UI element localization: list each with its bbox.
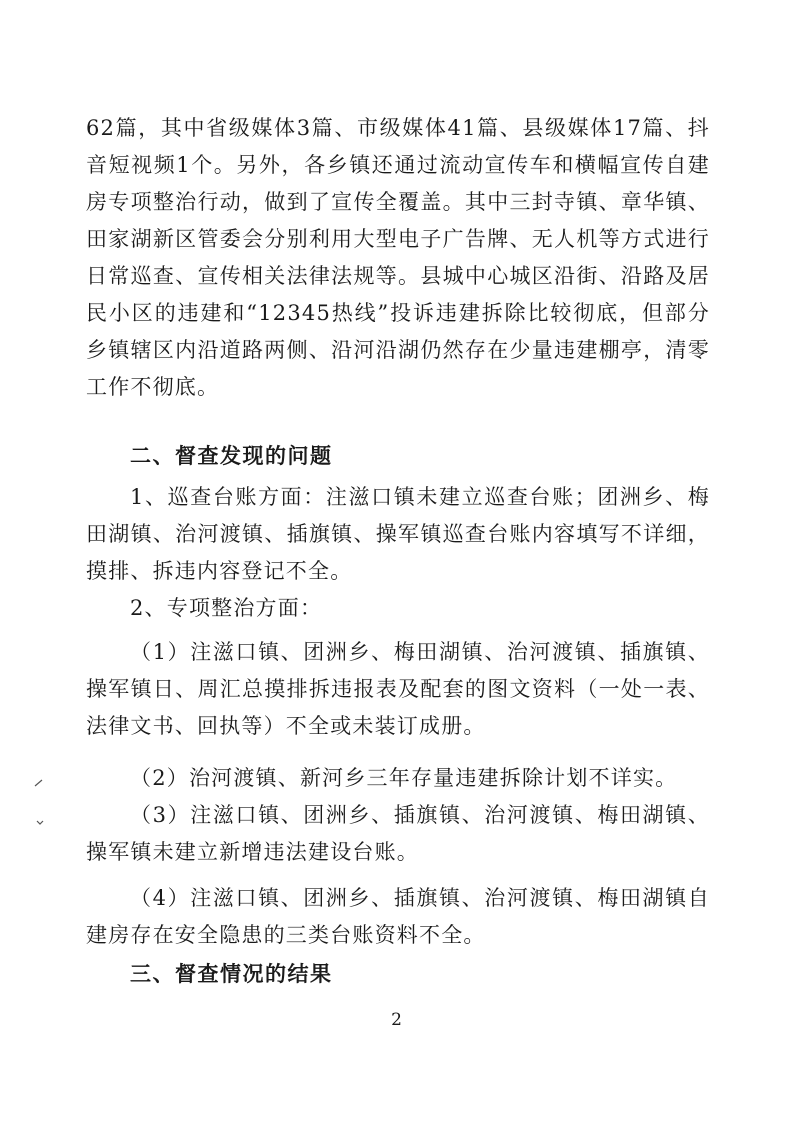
sub-item-2 [86, 760, 710, 797]
item-special-rectification [86, 590, 710, 627]
page-number: 2 [391, 1010, 402, 1030]
binding-mark-icon [34, 778, 44, 791]
sub-item-4 [86, 880, 710, 954]
item-1-text: 1、巡查台账方面：注滋口镇未建立巡查台账；团洲乡、梅田湖镇、治河渡镇、插旗镇、操军镇巡查台账内容填写不详细，摸排、拆违内容登记不全。 [86, 485, 710, 583]
binding-dot-icon [36, 818, 44, 829]
sub-item-1 [86, 634, 710, 745]
section-heading-3: 三、督查情况的结果 [130, 962, 333, 986]
sub-item-1-text: （1）注滋口镇、团洲乡、梅田湖镇、治河渡镇、插旗镇、操军镇日、周汇总摸排拆违报表及配套的图文资料（一处一表、法律文书、回执等）不全或未装订成册。 [86, 640, 710, 738]
sub-item-2-text: （2）治河渡镇、新河乡三年存量违建拆除计划不详实。 [130, 766, 678, 790]
section-heading-2: 二、督查发现的问题 [130, 444, 333, 468]
sub-item-4-text: （4）注滋口镇、团洲乡、插旗镇、治河渡镇、梅田湖镇自建房存在安全隐患的三类台账资料不全。 [86, 886, 710, 947]
sub-item-3-text: （3）注滋口镇、团洲乡、插旗镇、治河渡镇、梅田湖镇、操军镇未建立新增违法建设台账。 [86, 803, 710, 864]
intro-paragraph-text: 62篇，其中省级媒体3篇、市级媒体41篇、县级媒体17篇、抖音短视频1个。另外，各乡镇还通过流动宣传车和横幅宣传自建房专项整治行动，做到了宣传全覆盖。其中三封寺镇、章华镇、田家湖新区管委会分别利用大型电子广告牌、无人机等方式进行日常巡查、宣传相关法律法规等。县城中心城区沿街、沿路及居民小区的违建和“12345热线”投诉违建拆除比较彻底，但部分乡镇辖区内沿道路两侧、沿河沿湖仍然存在少量违建棚亭，清零工作不彻底。 [86, 116, 710, 399]
sub-item-3 [86, 797, 710, 871]
intro-paragraph [86, 110, 710, 406]
item-2-text: 2、专项整治方面： [130, 596, 323, 620]
item-ledger-inspection [86, 479, 710, 590]
